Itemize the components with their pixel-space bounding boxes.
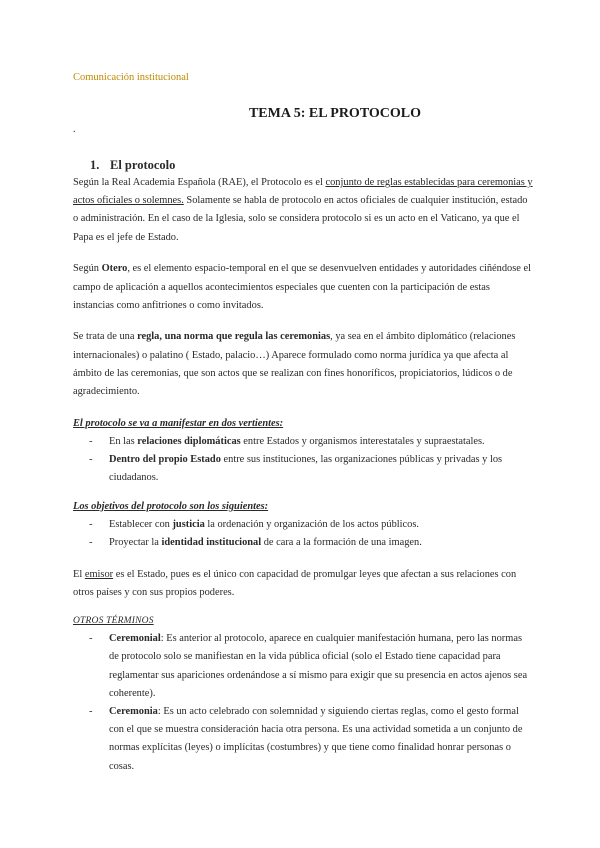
list-item: [109, 516, 533, 534]
list-item: [109, 534, 533, 552]
bold-term: relaciones diplomáticas: [137, 435, 241, 447]
paragraph-otero: [73, 260, 533, 315]
section-number: 1.: [90, 158, 100, 172]
bold-term: identidad institucional: [161, 536, 262, 548]
item-text: Proyectar la: [109, 536, 162, 548]
paragraph-text: Solamente se habla de protocolo en actos oficiales de cualquier institución, estado o administración. En el caso de la Iglesia, solo se considera protocolo si es un acto en el Vaticano, ya que el Papa es el jefe de Estado.: [73, 195, 528, 243]
header-label: Comunicación institucional: [73, 72, 189, 83]
list-item: [109, 630, 533, 703]
list-item: [109, 433, 533, 451]
underlined-term: emisor: [84, 568, 114, 580]
item-text: entre sus instituciones, las organizaciones públicas y privadas y los ciudadanos.: [109, 454, 503, 484]
paragraph-rae: [73, 174, 533, 247]
document-body: [73, 156, 533, 776]
item-text: entre Estados y organismos interestatales y supraestatales.: [240, 435, 485, 447]
vertientes-heading: El protocolo se va a manifestar en dos vertientes:: [73, 417, 284, 429]
paragraph-text: El: [73, 568, 85, 580]
objetivos-heading: Los objetivos del protocolo son los siguientes:: [73, 500, 269, 512]
section-title: El protocolo: [110, 158, 176, 172]
paragraph-text: Según la Real Academia Española (RAE), el Protocolo es el: [73, 177, 326, 188]
bold-term: Ceremonial: [109, 633, 161, 645]
paragraph-text: , ya sea en el ámbito diplomático (relaciones internacionales) o palatino ( Estado, palacio…) Aparece formulado como norma jurídica ya que afecta al ámbito de las ceremonias, que son actos que se realizan con fines honoríficos, propiciatorios, lúdicos o de agradecimiento.: [73, 331, 516, 398]
paragraph-text: Se trata de una: [73, 331, 138, 343]
paragraph-text: es el Estado, pues es el único con capacidad de promulgar leyes que afectan a sus relaciones con otros países y con sus propios poderes.: [73, 568, 517, 598]
item-text: : Es un acto celebrado con solemnidad y siguiendo ciertas reglas, como el gesto formal con el que se muestra consideración hacia otra persona. Es una actividad sometida a un conjunto de normas explícitas (leyes) o implícitas (costumbres) y que tiene como finalidad honrar personas o cosas.: [109, 706, 523, 772]
bold-term: Ceremonia: [109, 706, 158, 718]
paragraph-text: Según: [73, 263, 102, 275]
item-text: de cara a la formación de una imagen.: [261, 536, 422, 548]
paragraph-regla: [73, 328, 533, 401]
bold-term: justicia: [172, 518, 205, 530]
bold-term: Dentro del propio Estado: [109, 454, 221, 466]
list-item: [109, 703, 533, 776]
item-text: : Es anterior al protocolo, aparece en cualquier manifestación humana, pero las normas de protocolo solo se manifiestan en la vida pública oficial (solo el Estado tiene capacidad para reglamentar sus apariciones ordenándose a sí mismo para exigir que su presencia en actos ajenos sea coherente).: [109, 633, 528, 699]
objetivos-list: [73, 516, 533, 552]
page-title: TEMA 5: EL PROTOCOLO: [248, 106, 422, 121]
item-text: En las: [109, 435, 138, 447]
vertientes-list: [73, 433, 533, 488]
item-text: Establecer con: [109, 518, 173, 530]
list-item: [109, 451, 533, 487]
bold-term: Otero: [101, 263, 128, 275]
paragraph-emisor: [73, 566, 533, 602]
bold-term: regla, una norma que regula las ceremonias: [137, 331, 331, 343]
stray-dot: .: [73, 124, 76, 135]
otros-terminos-list: [73, 630, 533, 776]
otros-terminos-heading: OTROS TÉRMINOS: [73, 616, 154, 627]
section-heading: [73, 156, 533, 174]
underlined-definition: conjunto de reglas establecidas para ceremonias y actos oficiales o solemnes.: [73, 177, 533, 207]
item-text: la ordenación y organización de los actos públicos.: [204, 518, 419, 530]
paragraph-text: , es el elemento espacio-temporal en el que se desenvuelven entidades y autoridades ciñéndose el campo de aplicación a aquellos acontecimientos especiales que cuenten con la participación de estas instancias como anfitriones o como invitados.: [73, 263, 531, 311]
